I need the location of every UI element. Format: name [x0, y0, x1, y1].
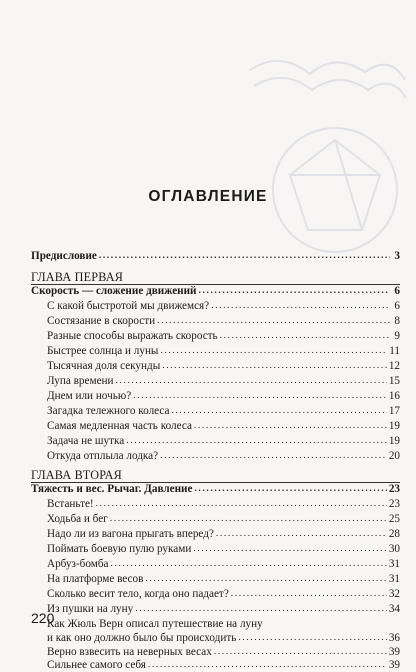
leader-dots	[216, 528, 387, 541]
toc-entry	[47, 344, 400, 358]
leader-dots	[171, 405, 386, 418]
toc-page-number: 12	[388, 360, 400, 372]
toc-entry-title: Лупа времени	[47, 375, 114, 387]
toc-page-number: 31	[388, 558, 400, 570]
leader-dots	[148, 659, 387, 672]
toc-page-number: 8	[394, 315, 400, 327]
leader-dots	[126, 435, 387, 448]
toc-entry	[47, 374, 400, 388]
chapter-1-section	[31, 284, 400, 298]
toc-entry	[47, 617, 400, 631]
toc-entry	[47, 404, 400, 418]
toc-entry	[47, 527, 400, 541]
toc-entry-title: Задача не шутка	[47, 435, 125, 447]
toc-entry-title: Из пушки на луну	[47, 603, 134, 615]
toc-page-number: 19	[388, 435, 400, 447]
toc-page-number: 16	[388, 390, 400, 402]
leader-dots	[96, 498, 387, 511]
toc-page-number: 30	[388, 543, 400, 555]
toc-page-number: 6	[394, 300, 400, 312]
leader-dots	[160, 345, 387, 358]
toc-entry-title: Как Жюль Верн описал путешествие на луну	[47, 618, 263, 630]
toc-page-number: 39	[388, 646, 400, 658]
toc-entry	[47, 299, 400, 313]
page-number: 220	[31, 610, 55, 626]
toc-entry	[47, 557, 400, 571]
toc-entry-title: Ходьба и бег	[47, 513, 108, 525]
toc-entry-title: Встаньте!	[47, 498, 94, 510]
toc-entry	[47, 359, 400, 373]
toc-entry	[47, 658, 400, 672]
toc-page-number: 34	[388, 603, 400, 615]
toc-entry	[47, 512, 400, 526]
leader-dots	[135, 603, 387, 616]
chapter-1-heading: ГЛАВА ПЕРВАЯ	[31, 270, 124, 284]
page-title: ОГЛАВЛЕНИЕ	[148, 188, 268, 205]
toc-page-number: 25	[388, 513, 400, 525]
toc-entry	[47, 314, 400, 328]
chapter-2-section	[31, 482, 400, 496]
toc-entry-title: и как оно должно было бы происходить	[47, 632, 237, 644]
toc-section-title: Тяжесть и вес. Рычаг. Давление	[31, 483, 193, 495]
toc-entry-title: Самая медленная часть колеса	[47, 420, 192, 432]
leader-dots	[145, 573, 386, 586]
toc-entry-title: Загадка тележного колеса	[47, 405, 170, 417]
toc-entry-title: Арбуз-бомба	[47, 558, 109, 570]
toc-entry	[47, 645, 400, 659]
toc-entry	[47, 602, 400, 616]
leader-dots	[99, 250, 390, 263]
leader-dots	[199, 285, 390, 298]
toc-entry-title: Тысячная доля секунды	[47, 360, 161, 372]
toc-entry-title: Откуда отплыла лодка?	[47, 450, 159, 462]
toc-entry-title: Разные способы выражать скорость	[47, 330, 218, 342]
toc-entry	[47, 497, 400, 511]
toc-entry-title: С какой быстротой мы движемся?	[47, 300, 210, 312]
toc-entry	[47, 419, 400, 433]
toc-page-number: 6	[394, 285, 400, 297]
leader-dots	[110, 513, 387, 526]
toc-page-number: 15	[388, 375, 400, 387]
leader-dots	[162, 360, 387, 373]
toc-page-number: 3	[394, 250, 400, 262]
toc-entry-title: Состязание в скорости	[47, 315, 156, 327]
leader-dots	[160, 450, 387, 463]
toc-page-number: 23	[388, 483, 400, 495]
toc-entry	[47, 587, 400, 601]
toc-page-number: 9	[394, 330, 400, 342]
toc-section-title: Скорость — сложение движений	[31, 285, 197, 297]
toc-page-number: 36	[388, 632, 400, 644]
toc-page-number: 31	[388, 573, 400, 585]
leader-dots	[133, 390, 387, 403]
toc-entry-title: Быстрее солнца и луны	[47, 345, 159, 357]
watermark-figure	[240, 40, 410, 270]
leader-dots	[194, 483, 386, 496]
toc-entry	[47, 631, 400, 645]
leader-dots	[116, 375, 387, 388]
toc-entry	[47, 434, 400, 448]
toc-preface	[31, 249, 400, 263]
toc-entry-title: Надо ли из вагона прыгать вперед?	[47, 528, 214, 540]
toc-entry	[47, 389, 400, 403]
toc-page-number: 19	[388, 420, 400, 432]
toc-page-number: 17	[388, 405, 400, 417]
toc-entry-title: Днем или ночью?	[47, 390, 132, 402]
toc-page-number: 39	[388, 659, 400, 671]
leader-dots	[220, 330, 390, 343]
leader-dots	[193, 543, 386, 556]
toc-entry	[47, 572, 400, 586]
toc-entry	[47, 329, 400, 343]
leader-dots	[194, 420, 387, 433]
leader-dots	[231, 588, 387, 601]
toc-page-number: 32	[388, 588, 400, 600]
leader-dots	[238, 632, 386, 645]
toc-entry	[47, 449, 400, 463]
toc-page-number: 23	[388, 498, 400, 510]
toc-entry-title: Сколько весит тело, когда оно падает?	[47, 588, 229, 600]
toc-entry-title: Верно взвесить на неверных весах	[47, 646, 212, 658]
toc-page-number: 20	[388, 450, 400, 462]
leader-dots	[211, 300, 390, 313]
toc-entry-title: На платформе весов	[47, 573, 144, 585]
toc-entry-title: Предисловие	[31, 250, 97, 262]
toc-entry	[47, 542, 400, 556]
chapter-2-heading: ГЛАВА ВТОРАЯ	[31, 468, 123, 482]
toc-page-number: 11	[389, 345, 400, 357]
toc-entry-title: Сильнее самого себя	[47, 659, 146, 671]
leader-dots	[157, 315, 390, 328]
toc-entry-title: Поймать боевую пулю руками	[47, 543, 192, 555]
toc-page-number: 28	[388, 528, 400, 540]
leader-dots	[111, 558, 387, 571]
